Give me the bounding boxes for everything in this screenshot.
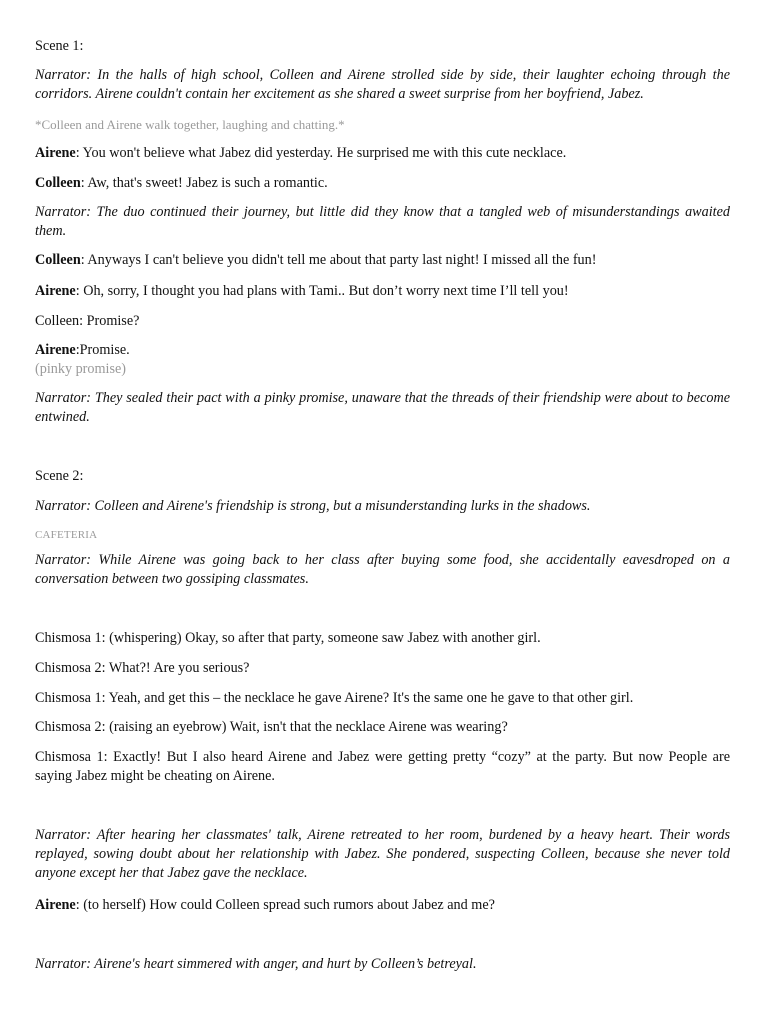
speaker-name: Colleen (35, 252, 81, 268)
speaker-name: Colleen (35, 175, 81, 191)
scene1-narration-2: Narrator: The duo continued their journey, but little did they know that a tangled web of misunderstandings awaited them. (35, 204, 730, 239)
scene1-line-1 (35, 144, 730, 163)
scene2-chismosa-line-5: Chismosa 1: Exactly! But I also heard Airene and Jabez were getting pretty “cozy” at the party. But now People are saying Jabez might be cheating on Airene. (35, 749, 730, 784)
speaker-name: Airene (35, 145, 76, 161)
scene2-chismosa-line-3: Chismosa 1: Yeah, and get this – the necklace he gave Airene? It's the same one he gave to that other girl. (35, 690, 634, 706)
scene2-line-1 (35, 896, 730, 915)
scene1-stage-direction-2: (pinky promise) (35, 361, 127, 377)
dialogue-text: : (to herself) How could Colleen spread such rumors about Jabez and me? (75, 897, 495, 913)
dialogue-text: : Aw, that's sweet! Jabez is such a romantic. (80, 175, 328, 191)
scene1-stage-direction-1: *Colleen and Airene walk together, laughing and chatting.* (35, 117, 345, 132)
speaker-name: Airene (35, 283, 76, 299)
dialogue-text: : Anyways I can't believe you didn't tell me about that party last night! I missed all the fun! (80, 252, 597, 268)
scene2-chismosa-line-4: Chismosa 2: (raising an eyebrow) Wait, isn't that the necklace Airene was wearing? (35, 719, 508, 735)
scene1-line-3 (35, 251, 730, 270)
scene1-heading: Scene 1: (35, 38, 84, 54)
speaker-name: Airene (35, 897, 76, 913)
scene2-chismosa-line-1: Chismosa 1: (whispering) Okay, so after that party, someone saw Jabez with another girl. (35, 630, 541, 646)
scene2-chismosa-line-2: Chismosa 2: What?! Are you serious? (35, 660, 250, 676)
dialogue-text: :Promise. (75, 342, 130, 358)
scene2-narration-2: Narrator: While Airene was going back to her class after buying some food, she accidentally eavesdroped on a conversation between two gossiping classmates. (35, 552, 730, 587)
scene1-line-5: Colleen: Promise? (35, 313, 140, 329)
scene2-narration-1: Narrator: Colleen and Airene's friendship is strong, but a misunderstanding lurks in the shadows. (35, 498, 591, 514)
scene2-heading: Scene 2: (35, 468, 84, 484)
scene1-line-6 (35, 341, 730, 360)
scene1-narration-1: Narrator: In the halls of high school, Colleen and Airene strolled side by side, their laughter echoing through the corridors. Airene couldn't contain her excitement as she shared a sweet surprise from her boyfriend, Jabez. (35, 67, 730, 102)
scene2-location: CAFETERIA (35, 529, 98, 541)
scene2-narration-3: Narrator: After hearing her classmates' talk, Airene retreated to her room, burdened by a heavy heart. Their words replayed, sowing doubt about her relationship with Jabez. She pondered, suspecting Colleen, because she never told anyone except her that Jabez gave the necklace. (35, 827, 730, 881)
dialogue-text: : Oh, sorry, I thought you had plans with Tami.. But don’t worry next time I’ll tell you! (75, 283, 569, 299)
scene2-narration-4: Narrator: Airene's heart simmered with anger, and hurt by Colleen’s betreyal. (35, 956, 477, 972)
dialogue-text: : You won't believe what Jabez did yesterday. He surprised me with this cute necklace. (75, 145, 567, 161)
speaker-name: Airene (35, 342, 76, 358)
scene1-line-4 (35, 282, 730, 301)
scene1-narration-3: Narrator: They sealed their pact with a pinky promise, unaware that the threads of their friendship were about to become entwined. (35, 390, 730, 425)
scene1-line-2 (35, 174, 730, 193)
